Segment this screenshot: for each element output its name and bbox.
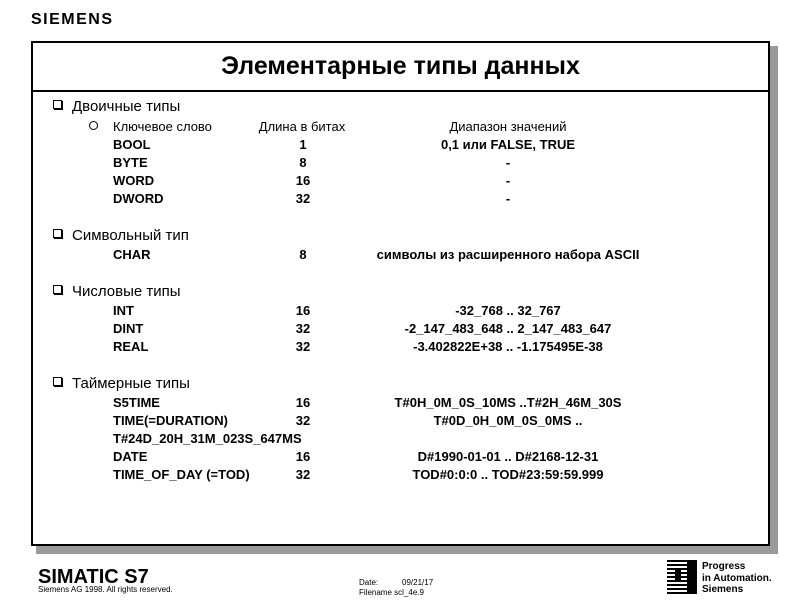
section-heading-binary xyxy=(53,98,180,115)
keyword-cell: BOOL xyxy=(113,137,151,152)
date-value: 09/21/17 xyxy=(402,578,434,587)
length-cell: 32 xyxy=(295,339,311,354)
keyword-cell: T#24D_20H_31M_023S_647MS xyxy=(113,431,302,446)
length-cell: 32 xyxy=(295,467,311,482)
section-heading-text: Числовые типы xyxy=(72,283,181,300)
keyword-cell: BYTE xyxy=(113,155,148,170)
filename-label: Filename xyxy=(359,588,392,597)
keyword-cell: DATE xyxy=(113,449,148,464)
column-header-keyword: Ключевое слово xyxy=(113,119,212,134)
slide-panel xyxy=(31,41,770,546)
range-cell: - xyxy=(505,173,511,188)
siemens-brand: SIEMENS xyxy=(31,11,114,28)
length-cell: 16 xyxy=(295,303,311,318)
range-cell: 0,1 или FALSE, TRUE xyxy=(440,137,576,152)
logo-tagline xyxy=(702,561,772,596)
length-cell: 32 xyxy=(295,321,311,336)
square-bullet-icon xyxy=(53,285,62,294)
range-cell: -32_768 .. 32_767 xyxy=(455,303,561,318)
product-title: SIMATIC S7 xyxy=(38,566,149,588)
length-cell: 32 xyxy=(295,413,311,428)
range-cell: - xyxy=(505,191,511,206)
column-header-length: Длина в битах xyxy=(258,119,346,134)
keyword-cell: DINT xyxy=(113,321,144,336)
length-cell: 16 xyxy=(295,449,311,464)
length-cell: 16 xyxy=(295,395,311,410)
logo-line: Progress xyxy=(702,561,746,572)
range-cell: символы из расширенного набора ASCII xyxy=(376,247,640,262)
column-header-range: Диапазон значений xyxy=(449,119,567,134)
length-cell: 32 xyxy=(295,191,311,206)
logo-line: in Automation. xyxy=(702,572,772,584)
date-label: Date: xyxy=(359,578,379,587)
keyword-cell: REAL xyxy=(113,339,149,354)
length-cell: 16 xyxy=(295,173,311,188)
keyword-cell: DWORD xyxy=(113,191,164,206)
section-heading-text: Символьный тип xyxy=(72,227,189,244)
square-bullet-icon xyxy=(53,229,62,238)
keyword-cell: CHAR xyxy=(113,247,151,262)
square-bullet-icon xyxy=(53,377,62,386)
keyword-cell: INT xyxy=(113,303,134,318)
length-cell: 8 xyxy=(299,247,307,262)
footer-filename xyxy=(359,588,424,597)
section-heading-timer xyxy=(53,375,190,392)
section-heading-numeric xyxy=(53,283,181,300)
section-heading-text: Таймерные типы xyxy=(72,375,190,392)
range-cell: -3.402822E+38 .. -1.175495E-38 xyxy=(413,339,603,354)
range-cell: - xyxy=(505,155,511,170)
keyword-cell: TIME_OF_DAY (=TOD) xyxy=(113,467,250,482)
length-cell: 8 xyxy=(299,155,307,170)
range-cell: D#1990-01-01 .. D#2168-12-31 xyxy=(417,449,599,464)
range-cell: T#0H_0M_0S_10MS ..T#2H_46M_30S xyxy=(394,395,622,410)
filename-value: scl_4e.9 xyxy=(394,588,424,597)
range-cell: -2_147_483_648 .. 2_147_483_647 xyxy=(404,321,612,336)
keyword-cell: WORD xyxy=(113,173,155,188)
section-heading-text: Двоичные типы xyxy=(72,98,181,115)
range-cell: T#0D_0H_0M_0S_0MS .. xyxy=(433,413,583,428)
keyword-cell: S5TIME xyxy=(113,395,160,410)
logo-line: Siemens xyxy=(702,584,744,595)
slide-title: Элементарные типы данных xyxy=(221,52,580,80)
keyword-cell: TIME(=DURATION) xyxy=(113,413,228,428)
range-cell: TOD#0:0:0 .. TOD#23:59:59.999 xyxy=(412,467,604,482)
section-heading-char xyxy=(53,227,189,244)
footer-date xyxy=(359,578,433,587)
circle-bullet-icon xyxy=(89,121,98,130)
title-divider xyxy=(33,90,768,92)
siemens-logo-icon xyxy=(667,560,697,594)
copyright-text: Siemens AG 1998. All rights reserved. xyxy=(38,585,173,594)
square-bullet-icon xyxy=(53,100,62,109)
length-cell: 1 xyxy=(299,137,307,152)
